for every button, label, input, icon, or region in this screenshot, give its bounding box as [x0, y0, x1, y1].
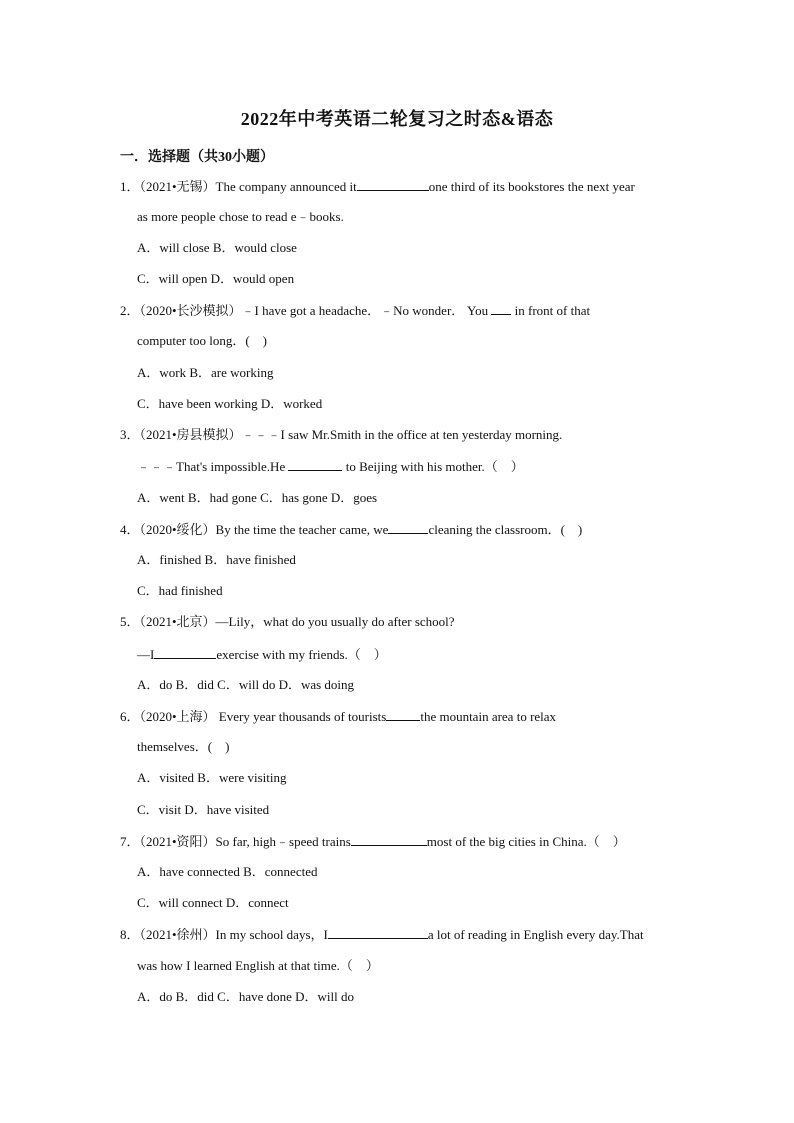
question-8-text-cont: a lot of reading in English every day.That: [427, 927, 644, 942]
answer-blank: [357, 178, 429, 191]
question-7-options-ab: A．have connected B．connected: [137, 864, 318, 879]
question-8-text: 8．（2021•徐州）In my school days，I: [120, 927, 328, 942]
question-2-text: 2．（2020•长沙模拟）﹣I have got a headache．﹣No wonder． You: [120, 303, 489, 318]
question-6-text: 6．（2020•上海） Every year thousands of tourists: [120, 709, 387, 724]
question-3-line-2: [137, 458, 675, 474]
question-3-line-1: 3．（2021•房县模拟）﹣﹣﹣I saw Mr.Smith in the office at ten yesterday morning.: [120, 427, 563, 442]
question-8-options: A．do B．did C．have done D．will do: [137, 989, 355, 1004]
question-6-text-cont: the mountain area to relax: [420, 709, 557, 724]
question-5-options: A．do B．did C．will do D．was doing: [137, 677, 355, 692]
section-heading: 一．选择题（共30小题）: [120, 150, 274, 165]
question-5-line-1: 5．（2021•北京）—Lily，what do you usually do after school?: [120, 614, 455, 629]
question-1-line-1: [120, 178, 675, 194]
question-1-text: 1．（2021•无锡）The company announced it: [120, 179, 357, 194]
answer-blank: [386, 708, 420, 721]
question-7-options-cd: C．will connect D．connect: [137, 895, 289, 910]
question-2-options-cd: C．have been working D．worked: [137, 396, 323, 411]
answer-blank: [328, 926, 428, 939]
question-3-text: ﹣﹣﹣That's impossible.He: [137, 459, 286, 474]
answer-blank: [388, 521, 428, 534]
question-8-line-1: [120, 926, 675, 942]
question-6-line-1: [120, 708, 675, 724]
question-3-text-cont: to Beijing with his mother.（ ）: [345, 459, 524, 474]
question-8-line-2: was how I learned English at that time.（ ）: [137, 958, 379, 973]
answer-blank: [491, 302, 511, 315]
question-1-line-2: as more people chose to read e﹣books.: [137, 209, 344, 224]
question-2-text-cont: in front of that: [514, 303, 591, 318]
question-6-options-cd: C．visit D．have visited: [137, 802, 270, 817]
question-7-text-cont: most of the big cities in China.（ ）: [426, 834, 626, 849]
question-6-options-ab: A．visited B．were visiting: [137, 770, 287, 785]
question-1-options-ab: A．will close B．would close: [137, 240, 297, 255]
question-2-options-ab: A．work B．are working: [137, 365, 274, 380]
question-6-line-2: themselves．( ): [137, 739, 230, 754]
question-3-options: A．went B．had gone C．has gone D．goes: [137, 490, 378, 505]
question-1-options-cd: C．will open D．would open: [137, 271, 295, 286]
question-7-text: 7．（2021•资阳）So far, high﹣speed trains: [120, 834, 351, 849]
question-2-line-1: [120, 302, 675, 318]
answer-blank: [154, 646, 216, 659]
question-4-text: 4．（2020•绥化）By the time the teacher came, we: [120, 522, 389, 537]
question-5-text-cont: exercise with my friends.（ ）: [216, 647, 387, 662]
answer-blank: [351, 833, 427, 846]
question-2-line-2: computer too long．( ): [137, 333, 267, 348]
question-1-text-cont: one third of its bookstores the next year: [428, 179, 635, 194]
answer-blank: [288, 458, 342, 471]
page-title: 2022年中考英语二轮复习之时态&语态: [240, 109, 554, 129]
question-7-line-1: [120, 833, 675, 849]
question-4-options-ab: A．finished B．have finished: [137, 552, 296, 567]
question-4-options-c: C．had finished: [137, 583, 223, 598]
question-4-line-1: [120, 521, 675, 537]
question-4-text-cont: cleaning the classroom．( ): [428, 522, 583, 537]
question-5-line-2: [137, 646, 675, 662]
question-5-text: —I: [137, 647, 155, 662]
